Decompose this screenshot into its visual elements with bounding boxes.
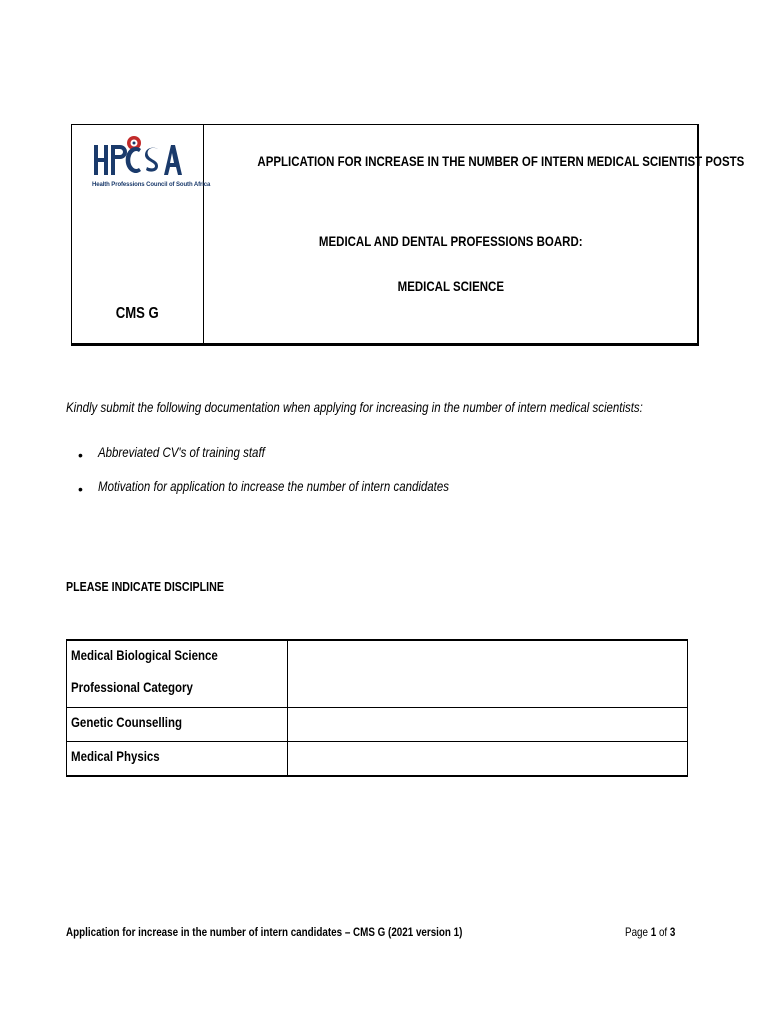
bullet-icon: • [78, 447, 83, 463]
discipline-table [66, 639, 688, 777]
table-row [67, 742, 688, 777]
discipline-label-cell [67, 742, 288, 777]
page-of: of [658, 925, 668, 939]
table-row [67, 708, 688, 742]
instructions-intro [66, 399, 770, 415]
page-prefix: Page [625, 925, 648, 939]
discipline-input-genetic-counselling[interactable] [288, 708, 688, 742]
table-row [67, 640, 688, 708]
discipline-heading-text: PLEASE INDICATE DISCIPLINE [66, 579, 224, 594]
form-code-text: CMS G [115, 305, 159, 322]
footer-document-title [66, 925, 549, 939]
footer-document-title-text: Application for increase in the number of intern candidates – CMS G (2021 version 1) [66, 925, 463, 939]
discipline-label-cell [67, 708, 288, 742]
form-title [204, 153, 745, 169]
form-header [71, 124, 745, 346]
discipline-option-medical-physics: Medical Physics [71, 748, 160, 764]
board-name [204, 233, 698, 249]
discipline-input-medical-physics[interactable] [288, 742, 688, 777]
discipline-label-cell [67, 640, 288, 708]
division-name-text: MEDICAL SCIENCE [397, 278, 505, 294]
bullet-icon: • [78, 481, 83, 497]
board-name-text: MEDICAL AND DENTAL PROFESSIONS BOARD: [319, 233, 583, 249]
discipline-option-medical-biological-science: Medical Biological Science [71, 647, 218, 663]
list-item-text: Abbreviated CV's of training staff [98, 444, 265, 460]
discipline-input-medical-biological-science[interactable] [288, 640, 688, 708]
page-current: 1 [650, 925, 657, 939]
form-code [72, 305, 203, 323]
hpcsa-logo [92, 133, 211, 193]
list-item-text: Motivation for application to increase the number of intern candidates [98, 478, 449, 494]
page-total: 3 [669, 925, 676, 939]
page-number [625, 925, 686, 939]
instructions-intro-text: Kindly submit the following documentation when applying for increasing in the number of intern medical scientists: [66, 399, 643, 415]
form-title-text: APPLICATION FOR INCREASE IN THE NUMBER OF INTERN MEDICAL SCIENTIST POSTS [257, 153, 745, 169]
division-name [204, 278, 698, 294]
discipline-heading [66, 579, 259, 594]
logo-subtext: Health Professions Council of South Africa [92, 182, 211, 188]
discipline-option-genetic-counselling: Genetic Counselling [71, 714, 182, 730]
discipline-option-professional-category: Professional Category [71, 679, 193, 695]
